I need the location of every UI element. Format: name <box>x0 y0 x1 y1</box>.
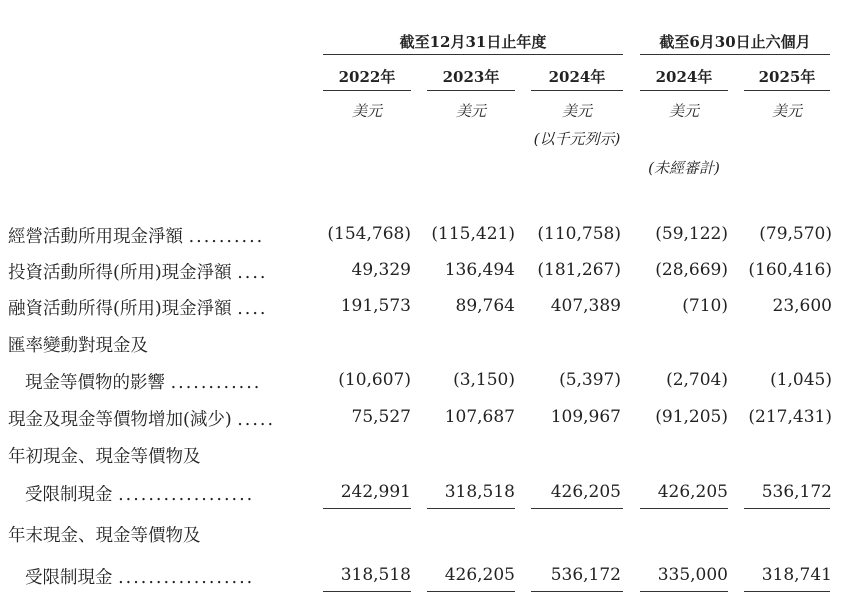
row-financing-cash-2024-fy: 407,389 <box>550 296 621 316</box>
row-opening-cash-2024-fy: 426,205 <box>550 482 621 502</box>
row-financing-cash-2023: 89,764 <box>455 296 515 316</box>
row-fx-effect-2024-fy: (5,397) <box>559 370 621 390</box>
row-fx-effect-2024-6m: (2,704) <box>666 370 728 390</box>
row-net-change-2025-6m: (217,431) <box>748 407 832 427</box>
year-rule-2024-fy <box>531 90 623 91</box>
row-closing-cash-2022: 318,518 <box>340 565 411 585</box>
row-opening-cash-2025-6m: 536,172 <box>761 482 832 502</box>
thousands-note: (以千元列示) <box>533 130 621 148</box>
opening-cash-rule-2023 <box>427 508 515 509</box>
year-rule-2023 <box>427 90 515 91</box>
row-label-closing-cash-line1: 年末現金、現金等價物及 <box>8 526 201 546</box>
row-fx-effect-2023: (3,150) <box>453 370 515 390</box>
row-label-operating-cash: 經營活動所用現金淨額 .......... <box>8 227 265 247</box>
row-operating-cash-2024-fy: (110,758) <box>537 224 621 244</box>
row-financing-cash-2024-6m: (710) <box>682 296 728 316</box>
row-label-opening-cash-line1: 年初現金、現金等價物及 <box>8 447 201 467</box>
year-header-2024-6m: 2024年 <box>655 68 713 86</box>
closing-cash-rule-2024-6m <box>640 591 728 592</box>
unaudited-note: (未經審計) <box>648 159 720 177</box>
header-group-six-months: 截至6月30日止六個月 <box>659 33 811 51</box>
row-net-change-2024-6m: (91,205) <box>655 407 728 427</box>
row-label-closing-cash-line2: 受限制現金 .................. <box>25 568 255 588</box>
unit-2022: 美元 <box>351 102 382 120</box>
row-closing-cash-2024-6m: 335,000 <box>657 565 728 585</box>
row-closing-cash-2024-fy: 536,172 <box>550 565 621 585</box>
row-operating-cash-2024-6m: (59,122) <box>655 224 728 244</box>
unit-2024-6m: 美元 <box>668 102 699 120</box>
row-investing-cash-2022: 49,329 <box>351 260 411 280</box>
closing-cash-rule-2025-6m <box>744 591 830 592</box>
unit-2023: 美元 <box>455 102 486 120</box>
row-net-change-2023: 107,687 <box>444 407 515 427</box>
row-closing-cash-2025-6m: 318,741 <box>761 565 832 585</box>
row-investing-cash-2025-6m: (160,416) <box>748 260 832 280</box>
row-investing-cash-2023: 136,494 <box>444 260 515 280</box>
year-header-2025-6m: 2025年 <box>758 68 816 86</box>
closing-cash-rule-2023 <box>427 591 515 592</box>
year-header-2022: 2022年 <box>338 68 396 86</box>
year-rule-2025-6m <box>744 90 830 91</box>
row-financing-cash-2022: 191,573 <box>340 296 411 316</box>
row-opening-cash-2023: 318,518 <box>444 482 515 502</box>
row-net-change-2024-fy: 109,967 <box>550 407 621 427</box>
year-header-2023: 2023年 <box>442 68 500 86</box>
row-fx-effect-2022: (10,607) <box>338 370 411 390</box>
closing-cash-rule-2022 <box>323 591 411 592</box>
closing-cash-rule-2024-fy <box>531 591 623 592</box>
row-operating-cash-2025-6m: (79,570) <box>759 224 832 244</box>
year-header-2024-fy: 2024年 <box>548 68 606 86</box>
row-operating-cash-2023: (115,421) <box>431 224 515 244</box>
row-opening-cash-2022: 242,991 <box>340 482 411 502</box>
row-closing-cash-2023: 426,205 <box>444 565 515 585</box>
row-label-investing-cash: 投資活動所得(所用)現金淨額 .... <box>8 263 268 283</box>
unit-2025-6m: 美元 <box>771 102 802 120</box>
opening-cash-rule-2025-6m <box>744 508 830 509</box>
row-opening-cash-2024-6m: 426,205 <box>657 482 728 502</box>
row-financing-cash-2025-6m: 23,600 <box>772 296 832 316</box>
row-label-financing-cash: 融資活動所得(所用)現金淨額 .... <box>8 299 268 319</box>
header-group-fiscal-year-rule <box>323 54 623 55</box>
year-rule-2024-6m <box>640 90 728 91</box>
opening-cash-rule-2024-6m <box>640 508 728 509</box>
row-investing-cash-2024-6m: (28,669) <box>655 260 728 280</box>
row-label-opening-cash-line2: 受限制現金 .................. <box>25 485 255 505</box>
row-label-net-change: 現金及現金等價物增加(減少) ..... <box>8 410 276 430</box>
row-operating-cash-2022: (154,768) <box>327 224 411 244</box>
row-investing-cash-2024-fy: (181,267) <box>537 260 621 280</box>
header-group-six-months-rule <box>640 54 830 55</box>
row-label-fx-effect-line2: 現金等價物的影響 ............ <box>25 373 262 393</box>
opening-cash-rule-2024-fy <box>531 508 623 509</box>
header-group-fiscal-year: 截至12月31日止年度 <box>399 33 547 51</box>
opening-cash-rule-2022 <box>323 508 411 509</box>
row-net-change-2022: 75,527 <box>351 407 411 427</box>
row-label-fx-effect-line1: 匯率變動對現金及 <box>8 336 148 356</box>
row-fx-effect-2025-6m: (1,045) <box>770 370 832 390</box>
year-rule-2022 <box>323 90 411 91</box>
unit-2024-fy: 美元 <box>561 102 592 120</box>
